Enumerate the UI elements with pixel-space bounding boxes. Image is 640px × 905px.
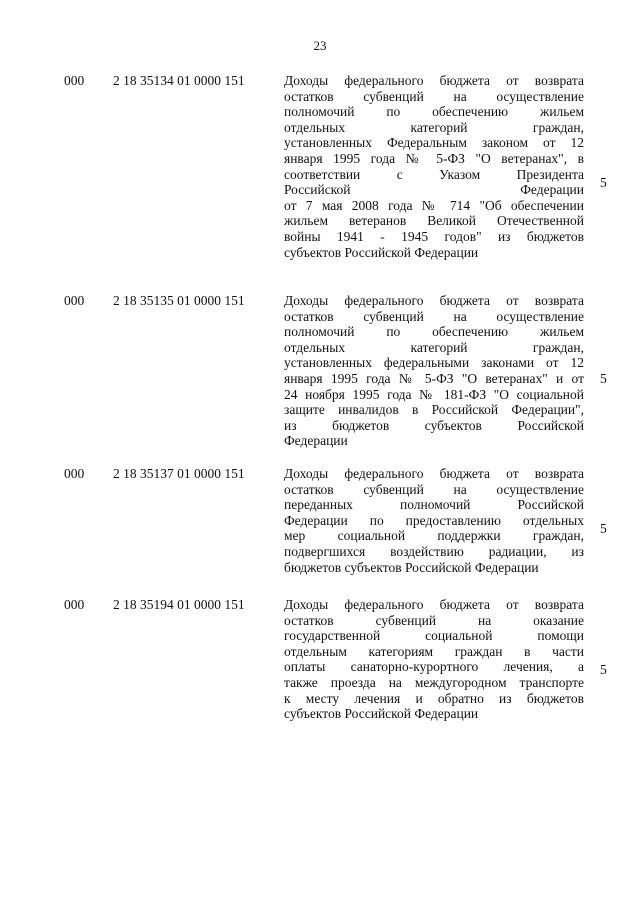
description-line: января 1995 года № 5-ФЗ "О ветеранах", в [284,150,584,166]
description-line: к месту лечения и обратно из бюджетов [284,690,584,706]
description-line: полномочий по обеспечению жильем [284,104,584,120]
description-line: 24 ноября 1995 года № 181-ФЗ "О социальной [284,386,584,402]
admin-code: 000 [64,73,85,88]
distribution-norm: 5 [600,662,607,677]
description-line: из бюджетов субъектов Российской [284,417,584,433]
description-line: установленных федеральными законами от 12 [284,355,584,371]
description-line: соответствии с Указом Президента [284,166,584,182]
description-line: Доходы федерального бюджета от возврата [284,466,584,481]
income-description [284,466,584,575]
description-line: отдельных категорий граждан, [284,119,584,135]
description-line: остатков субвенций на оказание [284,612,584,628]
admin-code: 000 [64,597,85,612]
budget-classification-code: 2 18 35137 01 0000 151 [113,466,245,481]
budget-classification-code: 2 18 35194 01 0000 151 [113,597,245,612]
income-description [284,597,584,722]
description-line: отдельных категорий граждан, [284,339,584,355]
description-line: Российской Федерации [284,182,584,198]
description-line: Федерации [284,433,348,449]
description-line: государственной социальной помощи [284,628,584,644]
budget-classification-code: 2 18 35134 01 0000 151 [113,73,245,88]
description-line: бюджетов субъектов Российской Федерации [284,559,539,575]
page-number: 23 [313,38,327,53]
description-line: защите инвалидов в Российской Федерации", [284,402,584,418]
description-line: остатков субвенций на осуществление [284,308,584,324]
description-line: оплаты санаторно-курортного лечения, а [284,659,584,675]
description-line: Доходы федерального бюджета от возврата [284,597,584,612]
income-description [284,293,584,449]
distribution-norm: 5 [600,175,607,190]
description-line: переданных полномочий Российской [284,497,584,513]
description-line: остатков субвенций на осуществление [284,481,584,497]
description-line: субъектов Российской Федерации [284,244,479,260]
description-line: отдельным категориям граждан в части [284,643,584,659]
distribution-norm: 5 [600,371,607,386]
description-line: Доходы федерального бюджета от возврата [284,73,584,88]
description-line: войны 1941 - 1945 годов" из бюджетов [284,228,584,244]
description-line: Федерации по предоставлению отдельных [284,512,584,528]
income-description [284,73,584,260]
distribution-norm: 5 [600,521,607,536]
description-line: Доходы федерального бюджета от возврата [284,293,584,308]
description-line: мер социальной поддержки граждан, [284,528,584,544]
description-line: субъектов Российской Федерации [284,706,479,722]
description-line: жильем ветеранов Великой Отечественной [284,213,584,229]
description-line: января 1995 года № 5-ФЗ "О ветеранах" и от [284,370,584,386]
description-line: остатков субвенций на осуществление [284,88,584,104]
description-line: установленных Федеральным законом от 12 [284,135,584,151]
description-line: полномочий по обеспечению жильем [284,324,584,340]
admin-code: 000 [64,293,85,308]
description-line: также проезда на междугородном транспорте [284,674,584,690]
description-line: от 7 мая 2008 года № 714 "Об обеспечении [284,197,584,213]
budget-classification-code: 2 18 35135 01 0000 151 [113,293,245,308]
description-line: подвергшихся воздействию радиации, из [284,543,584,559]
admin-code: 000 [64,466,85,481]
